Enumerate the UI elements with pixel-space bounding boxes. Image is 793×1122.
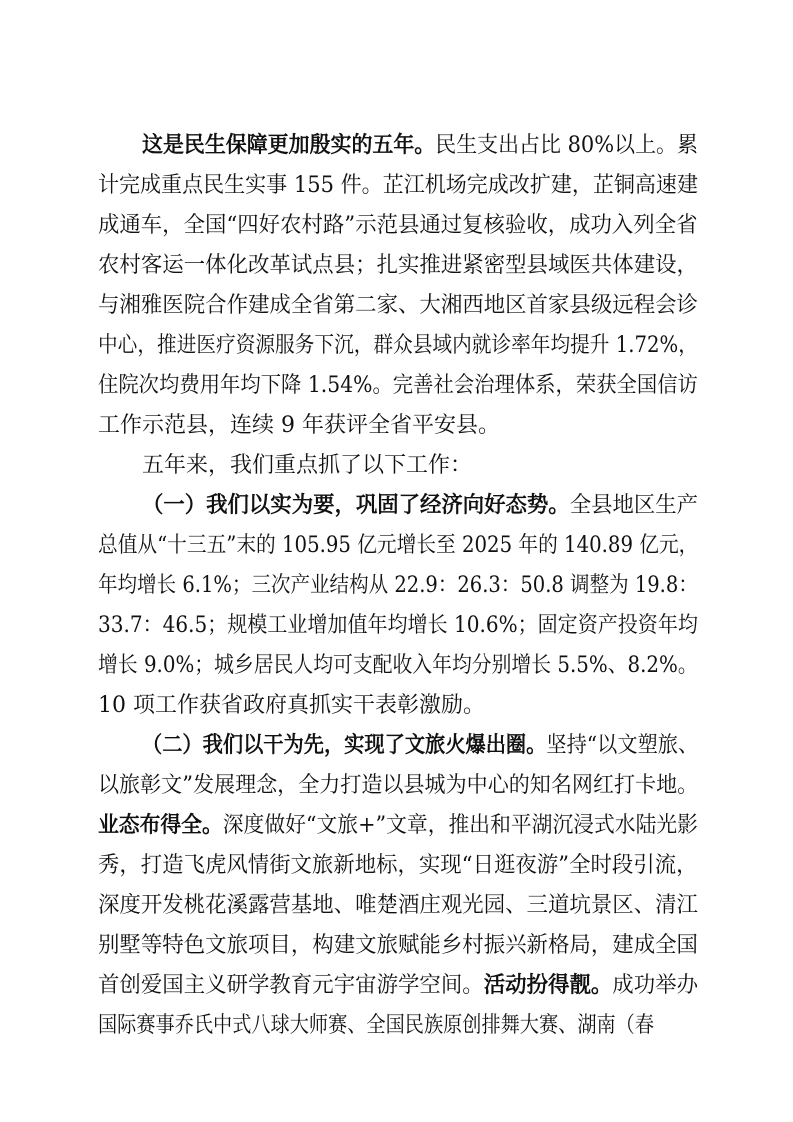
text-line: （二）我们以干为先，实现了文旅火爆出圈。坚持“以文塑旅、 <box>142 733 699 758</box>
text-line: 国际赛事乔氏中式八球大师赛、全国民族原创排舞大赛、湖南（春 <box>98 1013 655 1038</box>
text-line: 五年来，我们重点抓了以下工作： <box>142 453 473 478</box>
section-heading-2: （二）我们以干为先，实现了文旅火爆出圈。 <box>142 733 547 758</box>
text-line: 住院次均费用年均下降 1.54%。完善社会治理体系，荣获全国信访 <box>98 373 698 398</box>
text-line: （一）我们以实为要，巩固了经济向好态势。全县地区生产 <box>142 493 699 518</box>
section-heading-1: （一）我们以实为要，巩固了经济向好态势。 <box>142 493 570 518</box>
text-line: 计完成重点民生实事 155 件。芷江机场完成改扩建，芷铜高速建 <box>98 173 698 198</box>
text-line: 增长 9.0%；城乡居民人均可支配收入年均分别增长 5.5%、8.2%。 <box>98 653 698 678</box>
text-line: 农村客运一体化改革试点县；扎实推进紧密型县域医共体建设， <box>98 253 698 278</box>
text-line: 深度开发桃花溪露营基地、唯楚酒庄观光园、三道坑景区、清江 <box>98 893 698 918</box>
bold-heading: 这是民生保障更加殷实的五年。 <box>142 133 436 158</box>
text-line: 工作示范县，连续 9 年获评全省平安县。 <box>98 413 500 438</box>
text-line: 10 项工作获省政府真抓实干表彰激励。 <box>98 693 485 718</box>
text-line: 与湘雅医院合作建成全省第二家、大湘西地区首家县级远程会诊 <box>98 293 698 318</box>
sub-heading: 业态布得全。 <box>98 813 223 838</box>
text-line: 成通车，全国“四好农村路”示范县通过复核验收，成功入列全省 <box>98 213 698 238</box>
text-line: 别墅等特色文旅项目，构建文旅赋能乡村振兴新格局，建成全国 <box>98 933 698 958</box>
text-line: 首创爱国主义研学教育元宇宙游学空间。活动扮得靓。成功举办 <box>98 973 699 998</box>
sub-heading: 活动扮得靓。 <box>483 973 613 998</box>
text-line: 中心，推进医疗资源服务下沉，群众县域内就诊率年均提升 1.72%， <box>98 333 698 358</box>
text-line: 33.7：46.5；规模工业增加值年均增长 10.6%；固定资产投资年均 <box>98 613 698 638</box>
text-line: 以旅彰文”发展理念，全力打造以县城为中心的知名网红打卡地。 <box>98 773 699 798</box>
text-line: 这是民生保障更加殷实的五年。民生支出占比 80%以上。累 <box>142 133 698 158</box>
text-line: 总值从“十三五”末的 105.95 亿元增长至 2025 年的 140.89 亿元， <box>98 533 699 558</box>
text-line: 秀，打造飞虎风情街文旅新地标，实现“日逛夜游”全时段引流， <box>98 853 698 878</box>
text-line: 年均增长 6.1%；三次产业结构从 22.9：26.3：50.8 调整为 19.8： <box>98 573 698 598</box>
text-line: 业态布得全。深度做好“文旅+”文章，推出和平湖沉浸式水陆光影 <box>98 813 698 838</box>
